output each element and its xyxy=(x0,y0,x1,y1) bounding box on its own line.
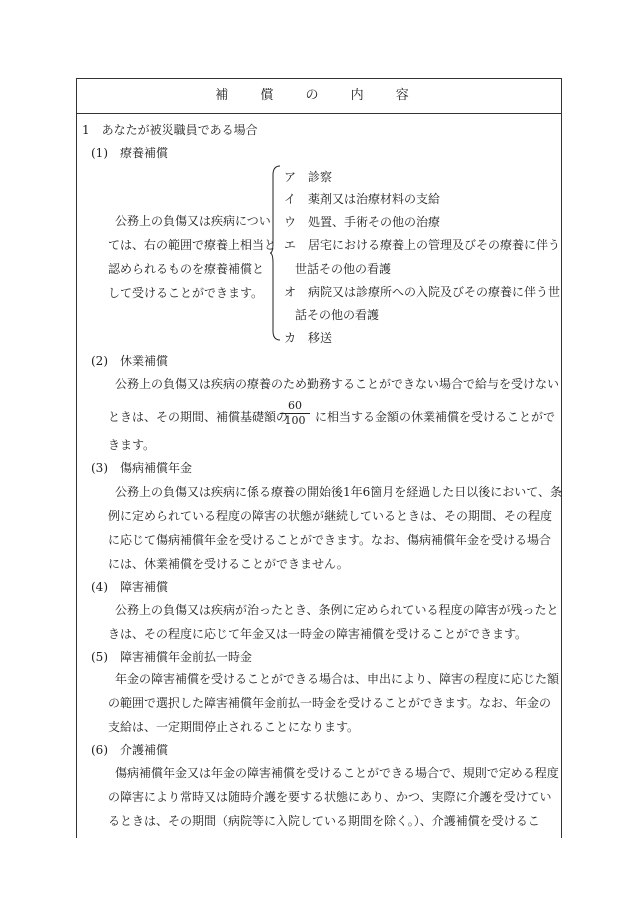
ryoyo-item: ウ 処置、手術その他の治療 xyxy=(284,215,441,229)
kyugyo-line: 公務上の負傷又は疾病の療養のため勤務することができない場合で給与を受けない xyxy=(115,377,560,391)
header-title: 補 償 の 内 容 xyxy=(215,88,423,103)
shobyo-line: 例に定められている程度の障害の状態が継続しているときは、その期間、その程度 xyxy=(108,509,553,523)
kaigo-line: 傷病補償年金又は年金の障害補償を受けることができる場合で、規則で定める程度 xyxy=(115,766,559,780)
kyugyo-line: きます。 xyxy=(108,438,156,452)
fraction-denominator: 100 xyxy=(284,414,306,427)
content-frame xyxy=(76,78,562,838)
subsection-heading-shobyo: (3) 傷病補償年金 xyxy=(91,461,192,475)
ryoyo-left-line: して受けることができます。 xyxy=(108,286,264,300)
ryoyo-item: オ 病院又は診療所への入院及びその療養に伴う世 xyxy=(284,285,561,299)
kaigo-line: の障害により常時又は随時介護を要する状態にあり、かつ、実際に介護を受けてい xyxy=(108,790,552,804)
shobyo-line: に応じて傷病補償年金を受けることができます。なお、傷病補償年金を受ける場合 xyxy=(108,533,552,547)
ryoyo-left-line: 認められるものを療養補償と xyxy=(108,262,265,276)
shogai-line: 公務上の負傷又は疾病が治ったとき、条例に定められている程度の障害が残ったと xyxy=(115,603,559,617)
shobyo-line: 公務上の負傷又は疾病に係る療養の開始後1年6箇月を経過した日以後において、条 xyxy=(115,485,563,499)
fraction-numerator: 60 xyxy=(280,400,310,414)
subsection-heading-kaigo: (6) 介護補償 xyxy=(91,743,168,757)
ryoyo-item: カ 移送 xyxy=(284,331,333,345)
ryoyo-item: ア 診察 xyxy=(284,170,333,184)
ryoyo-item: エ 居宅における療養上の管理及びその療養に伴う xyxy=(284,238,561,252)
subsection-heading-maebarai: (5) 障害補償年金前払一時金 xyxy=(91,650,252,664)
subsection-heading-kyugyo: (2) 休業補償 xyxy=(91,354,168,368)
ryoyo-item: 話その他の看護 xyxy=(295,308,380,322)
maebarai-line: 年金の障害補償を受けることができる場合は、申出により、障害の程度に応じた額 xyxy=(115,672,560,686)
table-header xyxy=(77,79,561,114)
shogai-line: きは、その程度に応じて年金又は一時金の障害補償を受けることができます。 xyxy=(108,627,528,641)
maebarai-line: の範囲で選択した障害補償年金前払一時金を受けることができます。なお、年金の xyxy=(108,696,552,710)
kyugyo-line: ときは、その期間、補償基礎額の xyxy=(108,410,289,424)
kaigo-line: るときは、その期間（病院等に入院している期間を除く。）、介護補償を受けるこ xyxy=(108,814,540,828)
subsection-heading-shogai: (4) 障害補償 xyxy=(91,580,168,594)
fraction xyxy=(280,400,310,427)
ryoyo-left-line: 公務上の負傷又は疾病につい xyxy=(115,214,271,228)
shobyo-line: には、休業補償を受けることができません。 xyxy=(108,557,349,571)
section-heading: 1 あなたが被災職員である場合 xyxy=(82,123,258,137)
ryoyo-left-line: ては、右の範囲で療養上相当と xyxy=(108,238,277,252)
subsection-heading-ryoyo: (1) 療養補償 xyxy=(91,146,168,160)
ryoyo-item: イ 薬剤又は治療材料の支給 xyxy=(284,192,441,206)
curly-brace-icon xyxy=(270,165,282,341)
ryoyo-item: 世話その他の看護 xyxy=(295,262,392,276)
maebarai-line: 支給は、一定期間停止されることになります。 xyxy=(108,720,360,734)
kyugyo-line: に相当する金額の休業補償を受けることがで xyxy=(315,410,556,424)
